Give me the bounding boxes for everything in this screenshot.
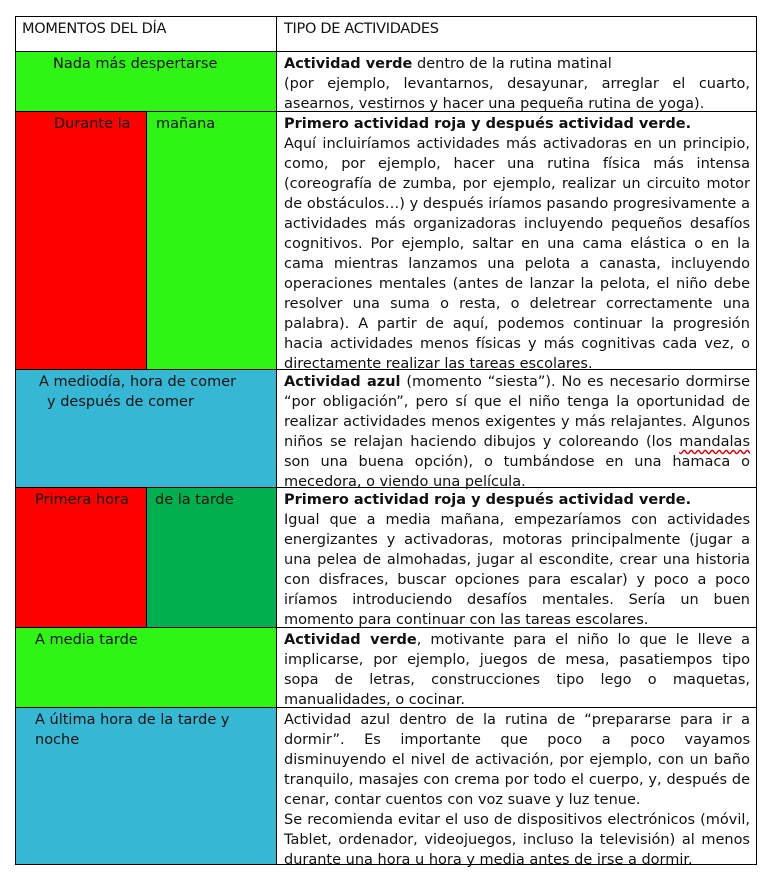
moment-cell xyxy=(16,628,277,707)
activity-text: , motivante para el niño lo que le lleve a implicarse, por ejemplo, juegos de mesa, pasatiempos tipo sopa de letras, construcciones tipo lego o maquetas, manualidades, o cocinar. xyxy=(284,632,751,708)
activity-text: son una buena opción), o tumbándose en una hamaca o mecedora, o viendo una película. xyxy=(284,454,750,490)
table-row xyxy=(16,369,756,490)
activity-cell xyxy=(277,112,756,372)
moment-label: A media tarde xyxy=(35,632,138,648)
activity-type-bold: Primero actividad roja y después actividad verde. xyxy=(284,116,692,132)
activity-text: dentro de la rutina matinal xyxy=(412,56,612,72)
moment-label xyxy=(16,370,276,487)
moment-cell xyxy=(16,52,277,111)
table-row xyxy=(16,627,756,707)
spellcheck-underlined-word: mandalas xyxy=(679,434,750,450)
table-row xyxy=(16,707,756,868)
moment-label-part-b: de la tarde xyxy=(147,488,276,627)
header-moments: MOMENTOS DEL DÍA xyxy=(22,21,167,37)
activity-text: (por ejemplo, levantarnos, desayunar, arreglar el cuarto, asearnos, vestirnos y hacer una pequeña rutina de yoga). xyxy=(284,76,750,112)
header-activities: TIPO DE ACTIVIDADES xyxy=(284,21,439,37)
activity-text: (momento “siesta”). No es necesario dormirse “por obligación”, pero sí que el niño tenga la oportunidad de realizar actividades menos exigentes y más relajantes. Algunos niños se relajan haciendo dibujos y coloreando (los xyxy=(284,374,750,450)
activity-cell xyxy=(277,708,756,868)
moment-label: A última hora de la tarde y noche xyxy=(35,712,230,748)
moment-label-line: A mediodía, hora de comer xyxy=(39,374,237,390)
activity-type-bold: Primero actividad roja y después actividad verde. xyxy=(284,492,692,508)
activity-type-bold: Actividad verde xyxy=(284,56,413,72)
activity-cell xyxy=(277,52,756,111)
activity-type-bold: Actividad verde xyxy=(284,632,417,648)
activity-type-bold: Actividad azul xyxy=(284,374,401,390)
activity-text: Actividad azul dentro de la rutina de “prepararse para ir a dormir”. Es importante que poco a poco vayamos disminuyendo el nivel de activación, por ejemplo, con un baño tranquilo, masajes con crema por todo el cuerpo, y, después de cenar, contar cuentos con voz suave y luz tenue. xyxy=(284,712,750,808)
moment-cell xyxy=(16,708,277,864)
moment-label-part-a: Primera hora xyxy=(16,488,147,627)
activity-text: Igual que a media mañana, empezaríamos con actividades energizantes y activadoras, motoras principalmente (jugar a una pelea de almohadas, jugar al escondite, crear una historia con disfraces, buscar opciones para escalar) y poco a poco iríamos introduciendo desafíos mentales. Sería un buen momento para continuar con las tareas escolares. xyxy=(284,512,750,628)
moment-label-part-b: mañana xyxy=(147,112,276,369)
table-header-row xyxy=(16,17,756,51)
table-row xyxy=(16,487,756,627)
activity-cell xyxy=(277,488,756,627)
activity-text: Se recomienda evitar el uso de dispositivos electrónicos (móvil, Tablet, ordenador, videojuegos, incluso la televisión) al menos durante una hora u hora y media antes de irse a dormir. xyxy=(284,812,750,868)
moment-cell xyxy=(16,112,277,369)
table-row xyxy=(16,111,756,372)
daily-activities-table xyxy=(15,16,757,868)
moment-cell xyxy=(16,488,277,627)
moment-label-part-a: Durante la xyxy=(16,112,147,369)
moment-label: Nada más despertarse xyxy=(53,56,218,72)
header-moments-cell xyxy=(16,17,277,51)
activity-text: Aquí incluiríamos actividades más activadoras en un principio, como, por ejemplo, hacer una rutina física más intensa (coreografía de zumba, por ejemplo, realizar un circuito motor de obstáculos…) y después iríamos pasando progresivamente a actividades más organizadoras incluyendo pequeños desafíos cognitivos. Por ejemplo, saltar en una cama elástica o en la cama mientras lanzamos una pelota a canasta, incluyendo operaciones mentales (antes de lanzar la pelota, el niño debe resolver una suma o resta, o deletrear correctamente una palabra). A partir de aquí, podemos continuar la progresión hacia actividades menos físicas y más cognitivas cada vez, o directamente realizar las tareas escolares. xyxy=(284,136,750,372)
moment-label-line: y después de comer xyxy=(47,394,194,410)
activity-cell xyxy=(277,370,756,490)
table-row xyxy=(16,51,756,111)
activity-cell xyxy=(277,628,756,707)
moment-cell xyxy=(16,370,277,487)
